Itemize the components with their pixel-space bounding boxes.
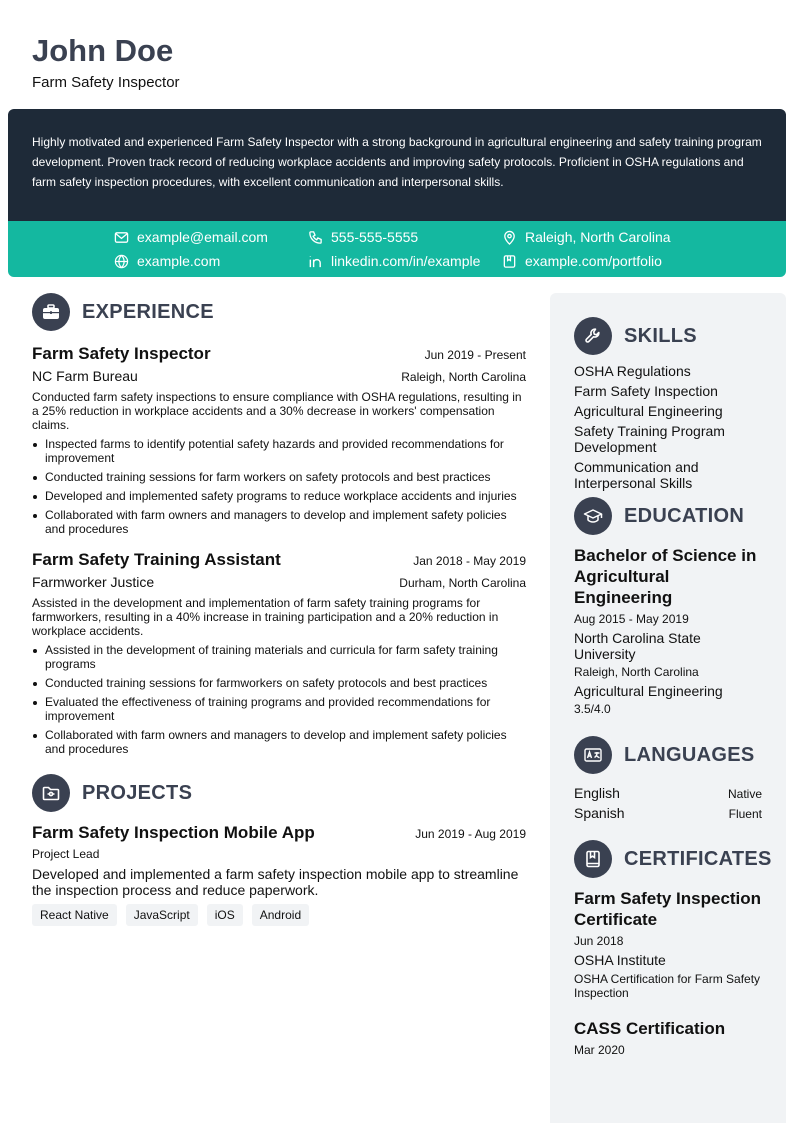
education-item xyxy=(574,545,762,717)
skill-item: Agricultural Engineering xyxy=(574,403,723,419)
sidebar xyxy=(550,293,786,1123)
job-dates: Jan 2018 - May 2019 xyxy=(413,554,526,568)
language-name: English xyxy=(574,785,620,801)
education-location: Raleigh, North Carolina xyxy=(574,665,699,679)
briefcase-icon xyxy=(32,293,70,331)
tech-tag: JavaScript xyxy=(126,904,198,926)
contact-website-text: example.com xyxy=(137,253,221,269)
job-bullet: Assisted in the development of training materials and curricula for farm safety training programs xyxy=(32,643,526,671)
skill-item: Farm Safety Inspection xyxy=(574,383,718,399)
education-field: Agricultural Engineering xyxy=(574,683,723,699)
skills-list xyxy=(574,363,762,491)
job-organization: NC Farm Bureau xyxy=(32,368,138,384)
experience-item xyxy=(32,550,526,756)
education-degree: Bachelor of Science in Agricultural Engineering xyxy=(574,546,757,607)
language-item xyxy=(574,785,762,801)
language-level: Fluent xyxy=(728,807,762,821)
certificate-date: Jun 2018 xyxy=(574,934,624,948)
translate-icon xyxy=(574,736,612,774)
contact-phone-text: 555-555-5555 xyxy=(331,229,419,245)
certificate-item xyxy=(574,888,762,1000)
projects-title: PROJECTS xyxy=(82,781,193,804)
languages-list xyxy=(574,785,762,821)
job-location: Durham, North Carolina xyxy=(399,576,526,590)
job-location: Raleigh, North Carolina xyxy=(401,370,526,384)
job-bullet: Collaborated with farm owners and managers to develop and implement safety policies and procedures xyxy=(32,728,526,756)
contact-location-text: Raleigh, North Carolina xyxy=(525,229,671,245)
wrench-icon xyxy=(574,317,612,355)
education-heading xyxy=(574,497,762,535)
job-description: Assisted in the development and implementation of farm safety training programs for farmworkers, resulting in a 40% increase in training participation and a 20% reduction in workplace accidents. xyxy=(32,596,499,638)
contact-website[interactable] xyxy=(114,251,220,271)
certificate-item xyxy=(574,1018,762,1058)
project-tags xyxy=(32,904,526,926)
candidate-name: John Doe xyxy=(32,33,174,68)
job-bullet: Inspected farms to identify potential safety hazards and provided recommendations for improvement xyxy=(32,437,526,465)
job-bullet: Collaborated with farm owners and managers to develop and implement safety policies and procedures xyxy=(32,508,526,536)
project-dates: Jun 2019 - Aug 2019 xyxy=(415,827,526,841)
graduation-cap-icon xyxy=(574,497,612,535)
education-dates: Aug 2015 - May 2019 xyxy=(574,612,689,626)
tech-tag: Android xyxy=(252,904,309,926)
certificate-name: CASS Certification xyxy=(574,1019,726,1038)
contact-portfolio-text: example.com/portfolio xyxy=(525,253,662,269)
language-name: Spanish xyxy=(574,805,625,821)
job-bullet: Conducted training sessions for farm workers on safety protocols and best practices xyxy=(32,470,526,484)
map-pin-icon xyxy=(502,230,517,245)
experience-item xyxy=(32,344,526,536)
certificate-name: Farm Safety Inspection Certificate xyxy=(574,889,762,929)
projects-heading xyxy=(32,774,526,812)
contact-bar xyxy=(8,221,786,277)
education-gpa: 3.5/4.0 xyxy=(574,702,611,716)
contact-location xyxy=(502,227,671,247)
language-level: Native xyxy=(727,787,762,801)
skill-item: Communication and Interpersonal Skills xyxy=(574,459,699,491)
experience-heading xyxy=(32,293,526,331)
job-bullet: Developed and implemented safety programs to reduce workplace accidents and injuries xyxy=(32,489,526,503)
candidate-title: Farm Safety Inspector xyxy=(32,74,180,91)
languages-heading xyxy=(574,736,762,774)
skills-heading xyxy=(574,317,762,355)
job-organization: Farmworker Justice xyxy=(32,574,155,590)
tech-tag: React Native xyxy=(32,904,117,926)
bookmark-icon xyxy=(502,254,517,269)
tech-tag: iOS xyxy=(207,904,243,926)
certificate-issuer: OSHA Institute xyxy=(574,952,666,968)
skills-title: SKILLS xyxy=(624,324,697,347)
job-dates: Jun 2019 - Present xyxy=(424,348,526,362)
email-icon xyxy=(114,230,129,245)
certificates-title: CERTIFICATES xyxy=(624,847,772,870)
language-item xyxy=(574,805,762,821)
summary-panel xyxy=(8,109,786,221)
education-school: North Carolina State University xyxy=(574,630,701,662)
contact-email-text: example@email.com xyxy=(137,229,268,245)
project-name: Farm Safety Inspection Mobile App xyxy=(32,823,315,842)
job-bullets xyxy=(32,643,526,756)
contact-portfolio[interactable] xyxy=(502,251,662,271)
resume-header xyxy=(32,34,180,92)
project-item xyxy=(32,823,526,926)
contact-phone[interactable] xyxy=(308,227,418,247)
certificate-description: OSHA Certification for Farm Safety Inspection xyxy=(574,972,761,1000)
phone-icon xyxy=(308,230,323,245)
job-role: Farm Safety Inspector xyxy=(32,344,211,363)
certificate-book-icon xyxy=(574,840,612,878)
experience-title: EXPERIENCE xyxy=(82,300,214,323)
certificate-date: Mar 2020 xyxy=(574,1043,625,1057)
project-description: Developed and implemented a farm safety inspection mobile app to streamline the inspection process and reduce paperwork. xyxy=(32,866,519,898)
job-bullets xyxy=(32,437,526,536)
job-bullet: Conducted training sessions for farmworkers on safety protocols and best practices xyxy=(32,676,526,690)
globe-icon xyxy=(114,254,129,269)
certificates-heading xyxy=(574,840,772,878)
skill-item: Safety Training Program Development xyxy=(574,423,725,455)
skill-item: OSHA Regulations xyxy=(574,363,691,379)
languages-title: LANGUAGES xyxy=(624,743,755,766)
linkedin-icon xyxy=(308,254,323,269)
contact-email[interactable] xyxy=(114,227,268,247)
summary-text: Highly motivated and experienced Farm Safety Inspector with a strong background in agricultural engineering and safety training program development. Proven track record of reducing workplace accidents and improving safety protocols. Proficient in OSHA regulations and farm safety inspection procedures, with excellent communication and interpersonal skills. xyxy=(32,135,762,189)
contact-linkedin[interactable] xyxy=(308,251,480,271)
job-role: Farm Safety Training Assistant xyxy=(32,550,281,569)
job-bullet: Evaluated the effectiveness of training programs and provided recommendations for improvement xyxy=(32,695,526,723)
education-title: EDUCATION xyxy=(624,504,745,527)
folder-icon xyxy=(32,774,70,812)
project-role: Project Lead xyxy=(32,847,100,861)
contact-linkedin-text: linkedin.com/in/example xyxy=(331,253,481,269)
job-description: Conducted farm safety inspections to ensure compliance with OSHA regulations, resulting in a 25% reduction in workplace accidents and a 30% decrease in workers' compensation claims. xyxy=(32,390,522,432)
main-column xyxy=(32,293,526,926)
